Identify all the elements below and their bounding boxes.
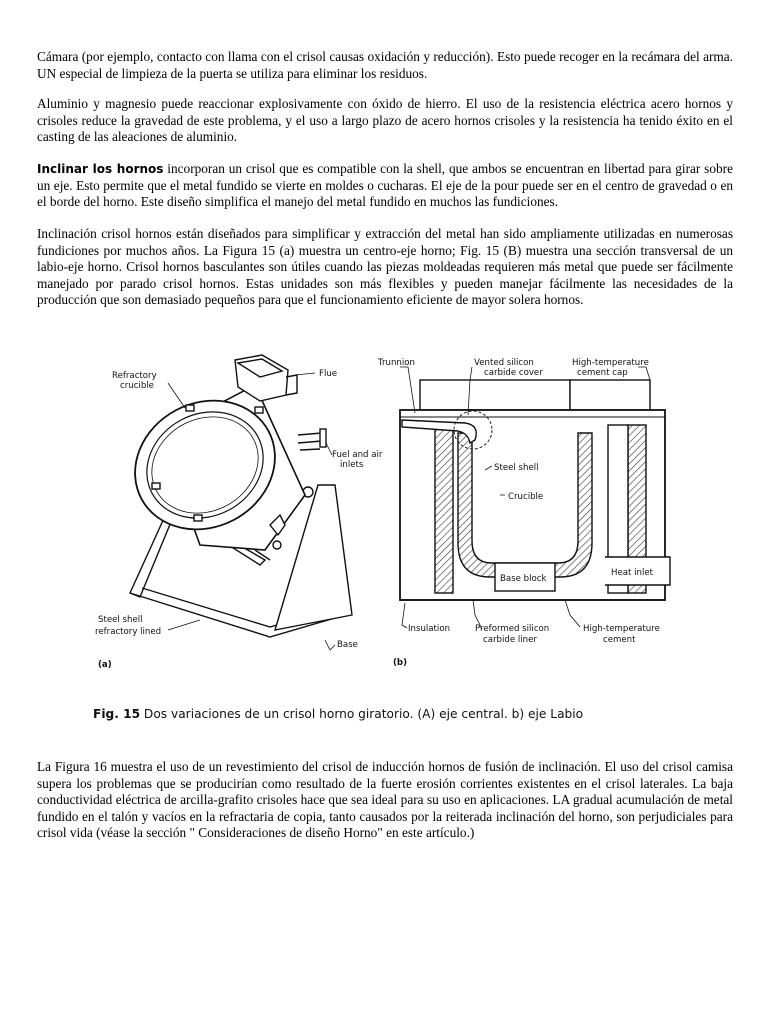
figure-15-caption <box>93 707 713 721</box>
label-steel-shell-b: Steel shell <box>494 463 539 473</box>
paragraph-1: Cámara (por ejemplo, contacto con llama con el crisol causas oxidación y reducción). Esto puede recoger en la recámara del arma. UN especial de limpieza de la puerta se utiliza para eliminar los residuos. <box>37 49 733 81</box>
caption-figure-number: Fig. 15 <box>93 707 141 721</box>
label-base-block: Base block <box>500 574 547 584</box>
label-fuel-air-2: inlets <box>340 460 364 470</box>
label-liner-2: carbide liner <box>483 635 537 645</box>
label-vented-cover-1: Vented silicon <box>474 358 534 368</box>
figure-15-drawing <box>90 345 690 675</box>
figure-15 <box>90 345 690 675</box>
label-steel-shell-1: Steel shell <box>98 615 143 625</box>
label-hightemp-cap-1: High-temperature <box>572 358 649 368</box>
paragraph-3-body: incorporan un crisol que es compatible con la shell, que ambos se encuentran en libertad para girar sobre un eje. Esto permite que el metal fundido se vierte en moldes o cucharas. El eje de la pour puede ser en el centro de gravedad o en el borde del horno. Este diseño simplifica el manejo del metal fundido en muchos las fundiciones. <box>37 161 733 209</box>
paragraph-2: Aluminio y magnesio puede reaccionar explosivamente con óxido de hierro. El uso de la resistencia eléctrica acero hornos y crisoles reduce la gravedad de este problema, y el uso a largo plazo de acero hornos crisoles y la resistencia ha tenido éxito en el casting de las aleaciones de aluminio. <box>37 96 733 144</box>
panel-b-label: (b) <box>393 658 408 668</box>
label-liner-1: Preformed silicon <box>475 624 550 634</box>
label-hightemp-cap-2: cement cap <box>577 368 628 378</box>
label-base: Base <box>337 640 358 650</box>
label-cement-2: cement <box>603 635 636 645</box>
panel-b-cross-section <box>400 380 670 600</box>
label-trunnion: Trunnion <box>378 358 415 368</box>
label-insulation: Insulation <box>408 624 451 634</box>
label-refractory-crucible-1: Refractory <box>112 371 157 381</box>
label-refractory-crucible-2: crucible <box>120 381 154 391</box>
paragraph-3 <box>37 161 733 211</box>
label-flue: Flue <box>319 369 338 379</box>
paragraph-4: Inclinación crisol hornos están diseñados para simplificar y extracción del metal han sido ampliamente utilizadas en numerosas fundiciones por muchos años. La Figura 15 (a) muestra un centro-eje horno; Fig. 15 (B) muestra una sección transversal de un labio-eje horno. Crisol hornos basculantes son útiles cuando las piezas moldeadas requieren más metal que puede ser fácilmente manejado por parado crisol hornos. Estas unidades son más flexibles y pueden manejar fácilmente las necesidades de la producción que son demasiado pequeños para que el funcionamiento eficiente de mayor solera hornos. <box>37 226 733 307</box>
label-steel-shell-2: refractory lined <box>95 627 162 637</box>
label-heat-inlet: Heat inlet <box>611 568 653 578</box>
caption-text: Dos variaciones de un crisol horno giratorio. (A) eje central. b) eje Labio <box>140 707 584 721</box>
label-vented-cover-2: carbide cover <box>484 368 543 378</box>
panel-a-label: (a) <box>98 660 112 670</box>
paragraph-5: La Figura 16 muestra el uso de un revestimiento del crisol de inducción hornos de fusión de inclinación. El uso del crisol camisa supera los problemas que se producirían como resultado de la fuerte erosión corrientes existentes en el crisol laterales. La baja conductividad eléctrica de arcilla-grafito crisoles hace que sea ideal para su uso en aplicaciones. LA gradual acumulación de metal fundido en el talón y vacíos en la refractaria de copia, tanto causados por la reiterada inclinación del horno, son perjudiciales para crisol vida (véase la sección " Consideraciones de diseño Horno" en este artículo.) <box>37 759 733 840</box>
paragraph-3-lead: Inclinar los hornos <box>37 162 164 176</box>
label-cement-1: High-temperature <box>583 624 660 634</box>
label-crucible-b: Crucible <box>508 492 544 502</box>
panel-a-furnace <box>112 355 352 637</box>
label-fuel-air-1: Fuel and air <box>332 450 383 460</box>
